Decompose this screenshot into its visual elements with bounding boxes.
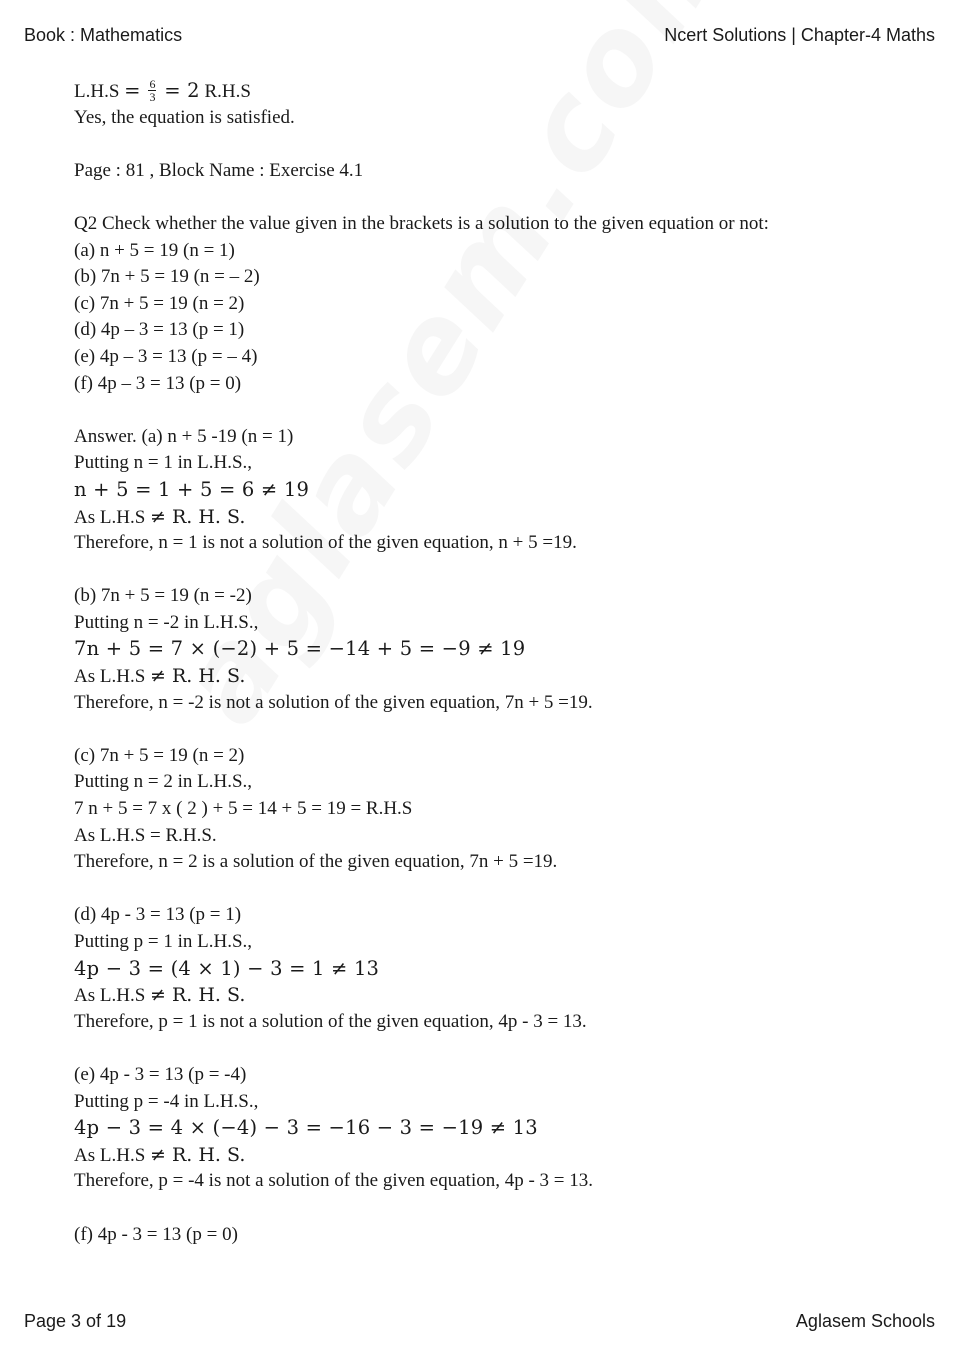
- header-chapter-title: Ncert Solutions | Chapter-4 Maths: [664, 25, 935, 45]
- compare-prefix: As L.H.S: [74, 666, 146, 688]
- answer-a-putting: Putting n = 1 in L.H.S.,: [74, 452, 253, 474]
- question-title: Q2 Check whether the value given in the brackets is a solution to the given equation or not:: [74, 212, 769, 234]
- compare-math: ≠ R. H. S.: [150, 1143, 246, 1166]
- answer-c-conclusion: Therefore, n = 2 is a solution of the given equation, 7n + 5 =19.: [74, 851, 558, 873]
- compare-prefix: As L.H.S: [74, 985, 146, 1007]
- fraction-denominator: 3: [149, 90, 156, 105]
- header-book-title: Book : Mathematics: [24, 25, 183, 45]
- question-part-c: (c) 7n + 5 = 19 (n = 2): [74, 292, 245, 314]
- question-part-d: (d) 4p – 3 = 13 (p = 1): [74, 319, 245, 341]
- answer-a-heading: Answer. (a) n + 5 -19 (n = 1): [74, 425, 294, 447]
- answer-a-math: n + 5 = 1 + 5 = 6 ≠ 19: [74, 477, 310, 501]
- lhs-label: L.H.S: [74, 81, 120, 102]
- answer-e-heading: (e) 4p - 3 = 13 (p = -4): [74, 1063, 247, 1085]
- compare-math: ≠ R. H. S.: [150, 984, 246, 1007]
- answer-c-calculation: 7 n + 5 = 7 x ( 2 ) + 5 = 14 + 5 = 19 = R.H.S: [74, 798, 413, 820]
- answer-e-compare: [74, 1142, 894, 1169]
- rhs-label: R.H.S: [204, 81, 251, 102]
- answer-b-conclusion: Therefore, n = -2 is not a solution of the given equation, 7n + 5 =19.: [74, 691, 593, 713]
- fraction-numerator: 6: [149, 77, 156, 92]
- answer-c-putting: Putting n = 2 in L.H.S.,: [74, 771, 253, 793]
- page-info: Page : 81 , Block Name : Exercise 4.1: [74, 159, 364, 181]
- answer-d-conclusion: Therefore, p = 1 is not a solution of the given equation, 4p - 3 = 13.: [74, 1010, 587, 1032]
- answer-c-compare: As L.H.S = R.H.S.: [74, 824, 217, 846]
- question-part-e: (e) 4p – 3 = 13 (p = – 4): [74, 345, 258, 367]
- document-body: [74, 78, 894, 1248]
- footer-page-number: Page 3 of 19: [24, 1311, 127, 1331]
- compare-math: ≠ R. H. S.: [150, 505, 246, 528]
- answer-d-compare: [74, 982, 894, 1009]
- answer-a-conclusion: Therefore, n = 1 is not a solution of the given equation, n + 5 =19.: [74, 532, 577, 554]
- answer-c-heading: (c) 7n + 5 = 19 (n = 2): [74, 744, 245, 766]
- compare-prefix: As L.H.S: [74, 506, 146, 528]
- prev-result-equation: [74, 78, 894, 105]
- footer-publisher: Aglasem Schools: [795, 1311, 935, 1331]
- compare-math: ≠ R. H. S.: [150, 665, 246, 688]
- equals-sign: =: [124, 79, 141, 102]
- answer-e-math: 4p − 3 = 4 × (−4) − 3 = −16 − 3 = −19 ≠ 13: [74, 1116, 538, 1140]
- fraction: [148, 78, 156, 103]
- question-part-b: (b) 7n + 5 = 19 (n = – 2): [74, 266, 260, 288]
- prev-result-conclusion: Yes, the equation is satisfied.: [74, 106, 295, 128]
- answer-d-math: 4p − 3 = (4 × 1) − 3 = 1 ≠ 13: [74, 956, 380, 980]
- answer-e-putting: Putting p = -4 in L.H.S.,: [74, 1090, 259, 1112]
- answer-d-heading: (d) 4p - 3 = 13 (p = 1): [74, 904, 242, 926]
- answer-a-compare: [74, 504, 894, 531]
- equation-tail: = 2: [164, 79, 200, 102]
- answer-b-compare: [74, 663, 894, 690]
- answer-b-putting: Putting n = -2 in L.H.S.,: [74, 611, 259, 633]
- question-part-a: (a) n + 5 = 19 (n = 1): [74, 239, 235, 261]
- answer-f-heading: (f) 4p - 3 = 13 (p = 0): [74, 1223, 238, 1245]
- question-part-f: (f) 4p – 3 = 13 (p = 0): [74, 372, 242, 394]
- answer-d-putting: Putting p = 1 in L.H.S.,: [74, 931, 253, 952]
- answer-e-conclusion: Therefore, p = -4 is not a solution of the given equation, 4p - 3 = 13.: [74, 1170, 594, 1192]
- answer-b-math: 7n + 5 = 7 × (−2) + 5 = −14 + 5 = −9 ≠ 19: [74, 637, 526, 661]
- answer-b-heading: (b) 7n + 5 = 19 (n = -2): [74, 585, 252, 607]
- compare-prefix: As L.H.S: [74, 1144, 146, 1166]
